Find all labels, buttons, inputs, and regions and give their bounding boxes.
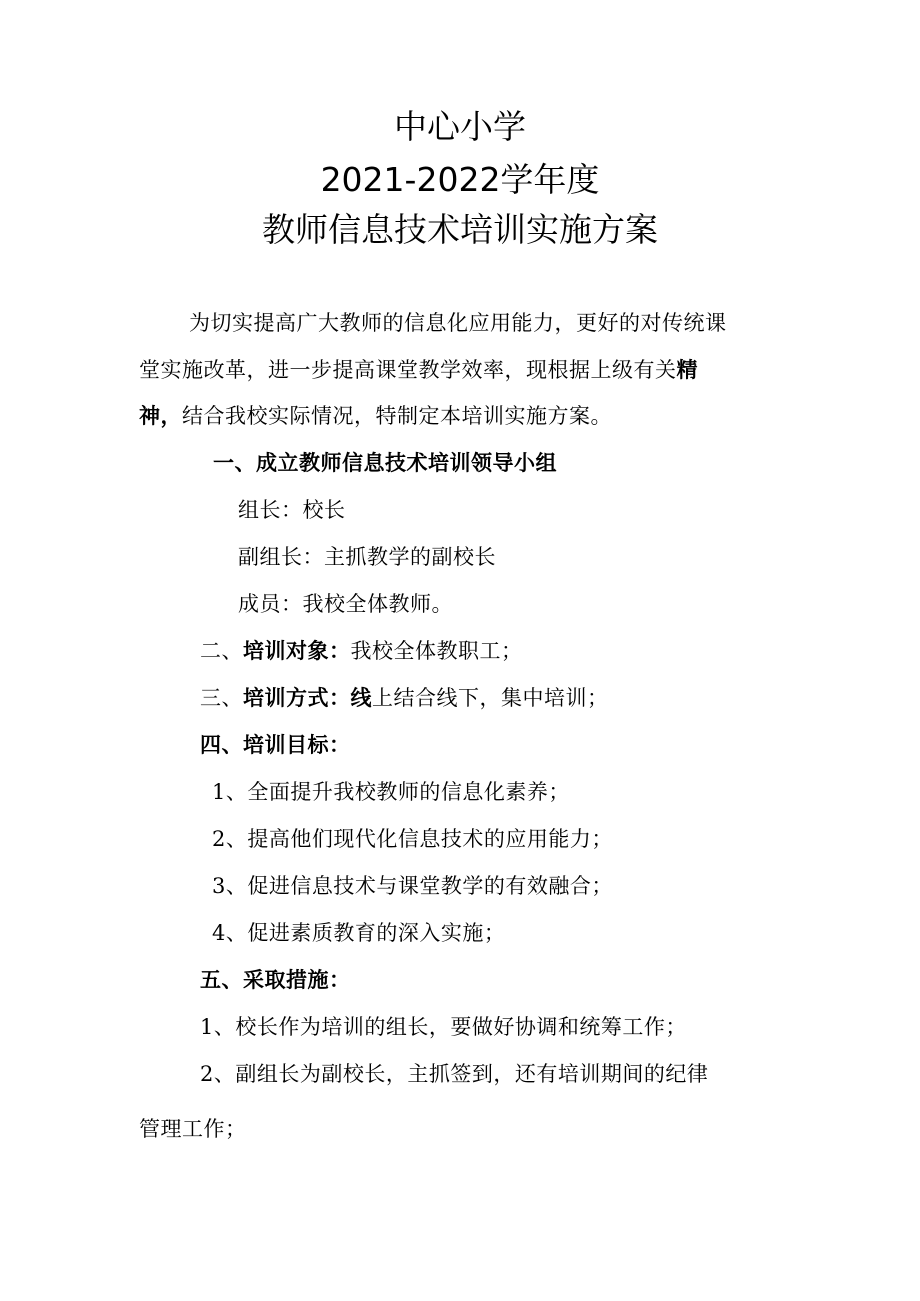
section-5-item-2-line-1: 2、副组长为副校长，主抓签到，还有培训期间的纪律 — [200, 1062, 709, 1086]
intro-line-3-bold: 神， — [139, 404, 182, 428]
section-4-item-4: 4、促进素质教育的深入实施； — [212, 921, 506, 945]
section-5-item-1: 1、校长作为培训的组长，要做好协调和统筹工作； — [200, 1015, 687, 1039]
section-4-item-3: 3、促进信息技术与课堂教学的有效融合； — [212, 874, 613, 898]
section-3-label: 三、 — [200, 686, 243, 710]
school-name-title: 中心小学 — [394, 107, 526, 146]
section-2 — [200, 636, 523, 666]
academic-year-title: 2021-2022学年度 — [320, 160, 600, 199]
section-2-text: 我校全体教职工； — [350, 639, 523, 663]
section-1-item-leader: 组长：校长 — [238, 498, 346, 522]
intro-line-2-text: 堂实施改革，进一步提高课堂教学效率，现根据上级有关 — [139, 358, 677, 382]
section-3-bold: 培训方式：线 — [243, 686, 372, 710]
section-3-text: 上结合线下，集中培训； — [372, 686, 609, 710]
intro-line-2-bold: 精 — [676, 358, 698, 382]
section-1-heading: 一、成立教师信息技术培训领导小组 — [213, 451, 557, 475]
section-4-item-1: 1、全面提升我校教师的信息化素养； — [212, 780, 570, 804]
plan-title: 教师信息技术培训实施方案 — [262, 210, 658, 249]
section-3 — [200, 683, 609, 713]
section-5-item-2-line-2: 管理工作； — [139, 1117, 247, 1141]
section-5-heading: 五、采取措施： — [200, 968, 351, 992]
section-4-heading: 四、培训目标： — [200, 733, 351, 757]
intro-line-2 — [139, 355, 698, 385]
section-2-label: 二、 — [200, 639, 243, 663]
section-1-item-deputy: 副组长：主抓教学的副校长 — [238, 545, 496, 569]
intro-line-3-text: 结合我校实际情况，特制定本培训实施方案。 — [182, 404, 612, 428]
section-2-bold: 培训对象： — [243, 639, 351, 663]
section-1-item-members: 成员：我校全体教师。 — [238, 592, 453, 616]
intro-line-3 — [139, 401, 612, 431]
intro-line-1: 为切实提高广大教师的信息化应用能力，更好的对传统课 — [189, 311, 727, 335]
section-4-item-2: 2、提高他们现代化信息技术的应用能力； — [212, 827, 613, 851]
